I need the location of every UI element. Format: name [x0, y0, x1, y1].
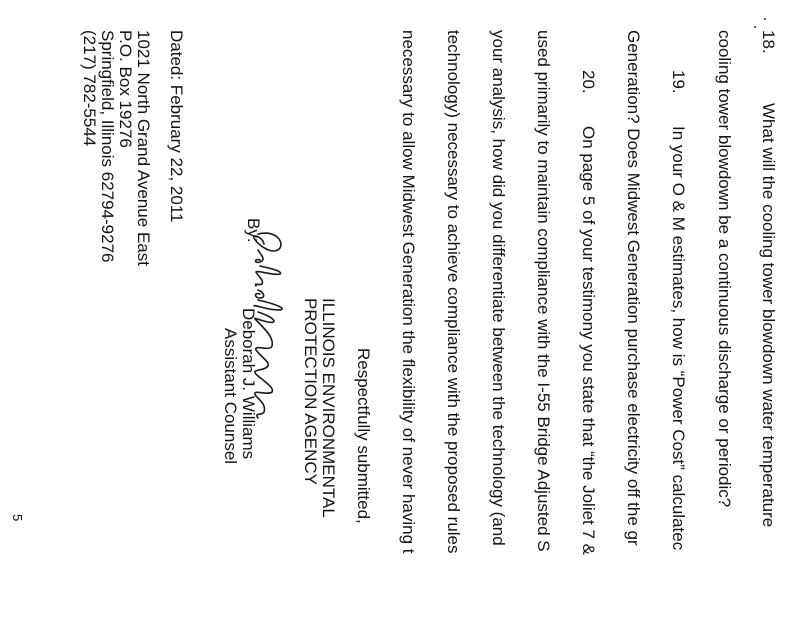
- agency-name-line-2: PROTECTION AGENCY: [301, 298, 320, 486]
- question-20-line-2: used primarily to maintain compliance with the I-55 Bridge Adjusted S: [534, 30, 553, 552]
- respectfully-submitted: Respectfully submitted,: [354, 348, 373, 524]
- question-20-number: 20.: [579, 70, 598, 94]
- document-page: [8, 0, 798, 618]
- signer-name: Deborah J. Williams: [239, 308, 258, 460]
- scan-speck: [764, 18, 766, 20]
- by-label: By:: [244, 218, 263, 243]
- question-19-number: 19.: [669, 70, 688, 94]
- question-20-line-4: technology) necessary to achieve compliance with the proposed rules: [444, 30, 463, 554]
- address-line-1: 1021 North Grand Avenue East: [134, 30, 153, 266]
- address-line-2: P.O. Box 19276: [116, 30, 135, 148]
- question-18-number: 18.: [759, 30, 778, 54]
- address-line-3: Springfield, Illinois 62794-9276: [98, 30, 117, 263]
- signer-title: Assistant Counsel: [221, 328, 240, 465]
- question-20-line-3: your analysis, how did you differentiate between the technology (and: [489, 30, 508, 546]
- address-line-4: (217) 782-5544: [80, 30, 99, 147]
- question-19-line-2: Generation? Does Midwest Generation purchase electricity off the gr: [624, 30, 643, 546]
- question-18-line-2: cooling tower blowdown be a continuous discharge or periodic?: [715, 30, 734, 508]
- dated-line: Dated: February 22, 2011: [167, 30, 186, 223]
- question-19-line-1: In your O & M estimates, how is “Power Cost” calculatec: [669, 126, 688, 551]
- question-20-line-5: necessary to allow Midwest Generation the flexibility of never having t: [399, 30, 418, 554]
- question-18-line-1: What will the cooling tower blowdown water temperature: [759, 103, 778, 528]
- agency-name-line-1: ILLINOIS ENVIRONMENTAL: [319, 298, 338, 518]
- question-20-line-1: On page 5 of your testimony you state that “the Joliet 7 &: [579, 126, 598, 556]
- page-number: 5: [10, 514, 25, 522]
- scan-speck: [754, 26, 756, 28]
